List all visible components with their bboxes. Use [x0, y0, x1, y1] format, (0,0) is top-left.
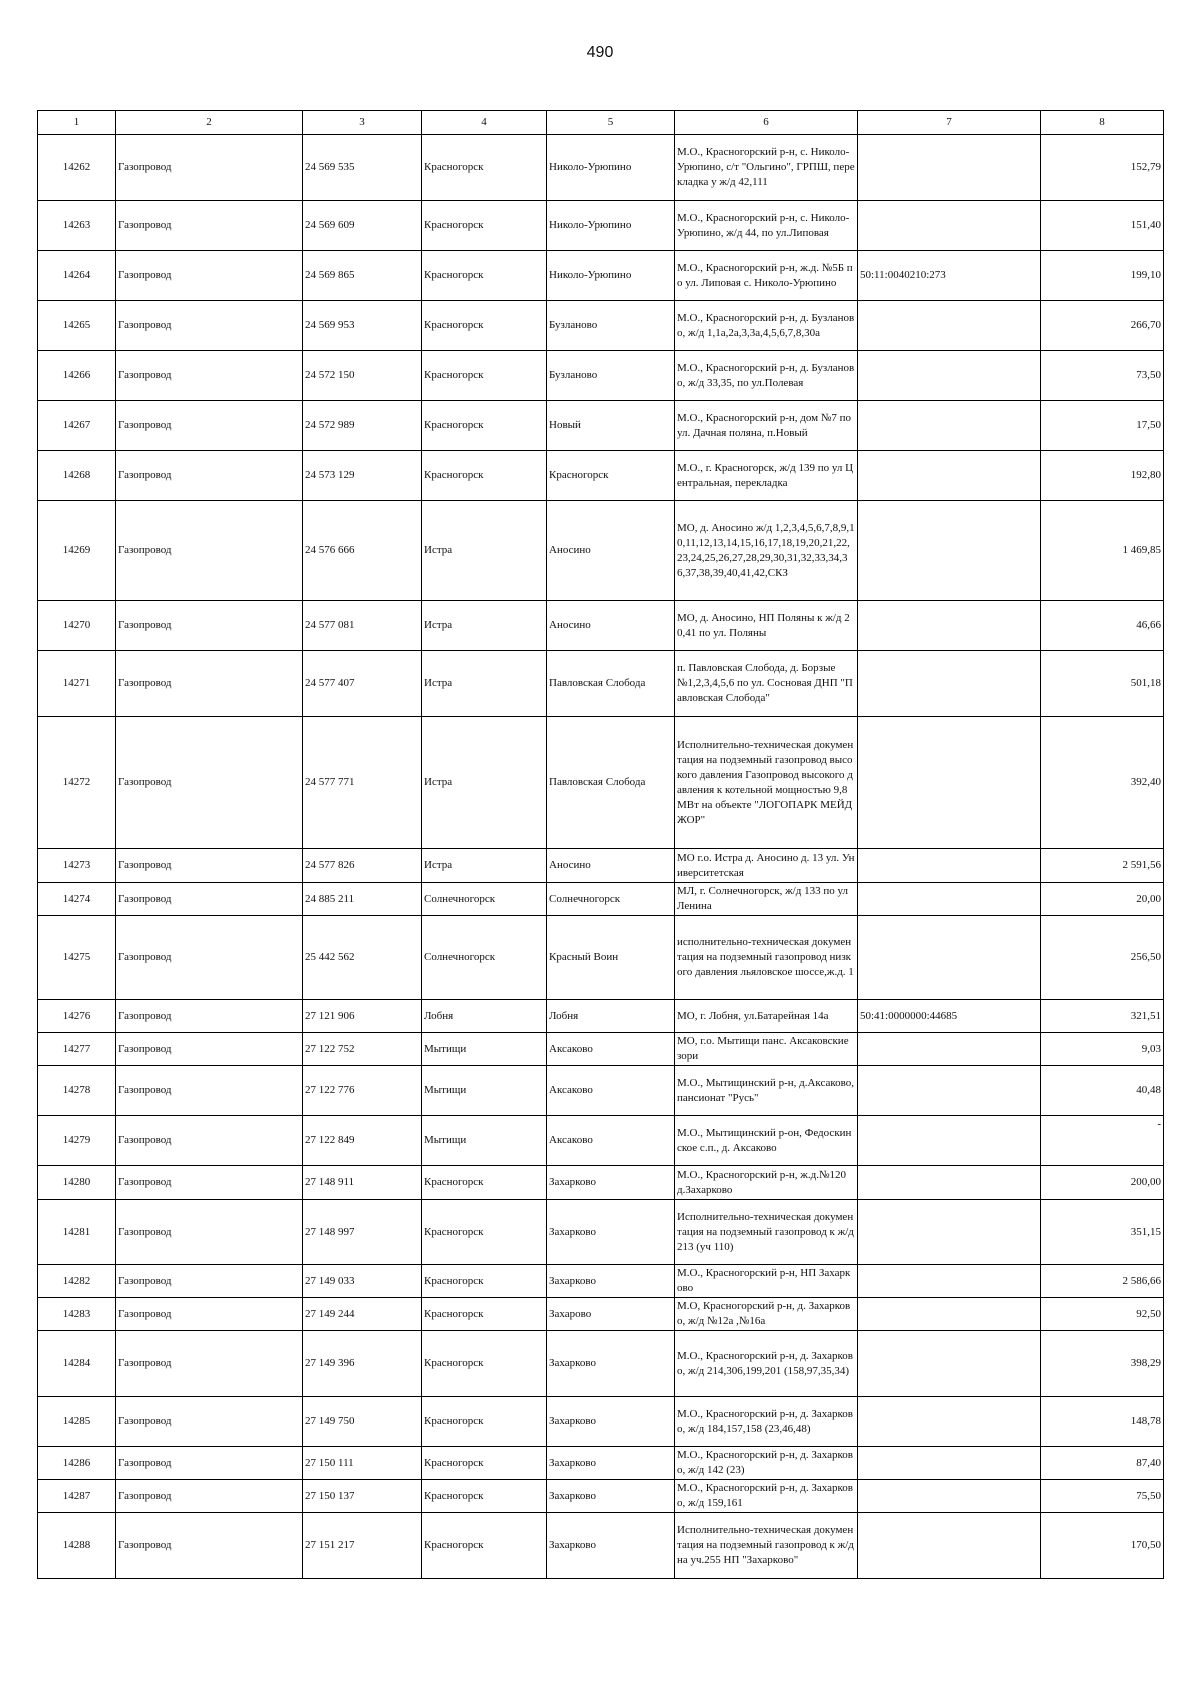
cell-locality: Аносино	[547, 501, 675, 601]
table-row	[38, 1513, 1164, 1579]
table-row	[38, 301, 1164, 351]
table-row	[38, 1066, 1164, 1116]
cell-length: 501,18	[1041, 651, 1164, 717]
cell-length: 75,50	[1041, 1480, 1164, 1513]
cell-district: Истра	[422, 717, 547, 849]
table-row	[38, 1000, 1164, 1033]
cell-address: Исполнительно-техническая документация на подземный газопровод высокого давления Газопровод высокого давления к котельной мощностью 9,8 МВт на объекте "ЛОГОПАРК МЕЙДЖОР"	[675, 717, 858, 849]
cell-inventory-number: 27 148 997	[303, 1200, 422, 1265]
column-header: 2	[116, 111, 303, 135]
cell-object-name: Газопровод	[116, 601, 303, 651]
cell-address: М.О., Красногорский р-н, д. Бузланово, ж/д 33,35, по ул.Полевая	[675, 351, 858, 401]
cell-number: 14278	[38, 1066, 116, 1116]
column-header: 3	[303, 111, 422, 135]
cell-address: Исполнительно-техническая документация на подземный газопровод к ж/д 213 (уч 110)	[675, 1200, 858, 1265]
table-row	[38, 1447, 1164, 1480]
cell-cadastral-number	[858, 1480, 1041, 1513]
cell-cadastral-number	[858, 1200, 1041, 1265]
cell-inventory-number: 24 572 150	[303, 351, 422, 401]
cell-address: М.О., Мытищинский р-н, д.Аксаково,пансионат "Русь"	[675, 1066, 858, 1116]
cell-object-name: Газопровод	[116, 501, 303, 601]
cell-cadastral-number	[858, 1033, 1041, 1066]
cell-locality: Николо-Урюпино	[547, 251, 675, 301]
cell-inventory-number: 24 569 535	[303, 135, 422, 201]
cell-cadastral-number	[858, 1265, 1041, 1298]
cell-object-name: Газопровод	[116, 1298, 303, 1331]
cell-district: Красногорск	[422, 1397, 547, 1447]
cell-address: М.О., Красногорский р-н, НП Захарково	[675, 1265, 858, 1298]
cell-object-name: Газопровод	[116, 849, 303, 883]
cell-number: 14288	[38, 1513, 116, 1579]
cell-object-name: Газопровод	[116, 1000, 303, 1033]
cell-district: Мытищи	[422, 1033, 547, 1066]
cell-object-name: Газопровод	[116, 401, 303, 451]
cell-length: 256,50	[1041, 916, 1164, 1000]
cell-locality: Павловская Слобода	[547, 651, 675, 717]
table-row	[38, 451, 1164, 501]
cell-address: М.О., Красногорский р-н, д. Захарково, ж/д 214,306,199,201 (158,97,35,34)	[675, 1331, 858, 1397]
cell-object-name: Газопровод	[116, 1397, 303, 1447]
cell-locality: Бузланово	[547, 301, 675, 351]
cell-length: 73,50	[1041, 351, 1164, 401]
cell-number: 14276	[38, 1000, 116, 1033]
cell-district: Красногорск	[422, 401, 547, 451]
cell-district: Солнечногорск	[422, 883, 547, 916]
cell-number: 14285	[38, 1397, 116, 1447]
cell-length: 151,40	[1041, 201, 1164, 251]
cell-number: 14271	[38, 651, 116, 717]
cell-address: М.О., Красногорский р-н, ж.д.№120 д.Захарково	[675, 1166, 858, 1200]
cell-district: Истра	[422, 501, 547, 601]
cell-district: Красногорск	[422, 1513, 547, 1579]
cell-district: Красногорск	[422, 135, 547, 201]
table-row	[38, 883, 1164, 916]
cell-number: 14264	[38, 251, 116, 301]
cell-cadastral-number	[858, 201, 1041, 251]
cell-address: МО, д. Аносино ж/д 1,2,3,4,5,6,7,8,9,10,11,12,13,14,15,16,17,18,19,20,21,22,23,24,25,26,27,28,29,30,31,32,33,34,36,37,38,39,40,41,42,СКЗ	[675, 501, 858, 601]
cell-address: исполнительно-техническая документация на подземный газопровод низкого давления льяловское шоссе,ж.д. 1	[675, 916, 858, 1000]
cell-object-name: Газопровод	[116, 1200, 303, 1265]
cell-object-name: Газопровод	[116, 1447, 303, 1480]
cell-district: Истра	[422, 849, 547, 883]
header-row	[38, 111, 1164, 135]
cell-address: М.О., г. Красногорск, ж/д 139 по ул Центральная, перекладка	[675, 451, 858, 501]
cell-district: Красногорск	[422, 1298, 547, 1331]
cell-inventory-number: 24 569 953	[303, 301, 422, 351]
cell-number: 14277	[38, 1033, 116, 1066]
cell-cadastral-number	[858, 1447, 1041, 1480]
cell-number: 14281	[38, 1200, 116, 1265]
cell-number: 14279	[38, 1116, 116, 1166]
cell-object-name: Газопровод	[116, 135, 303, 201]
cell-district: Красногорск	[422, 301, 547, 351]
cell-cadastral-number	[858, 916, 1041, 1000]
cell-district: Красногорск	[422, 1265, 547, 1298]
cell-cadastral-number	[858, 1397, 1041, 1447]
table-row	[38, 1116, 1164, 1166]
cell-length: 200,00	[1041, 1166, 1164, 1200]
cell-inventory-number: 27 151 217	[303, 1513, 422, 1579]
cell-cadastral-number	[858, 717, 1041, 849]
cell-district: Мытищи	[422, 1066, 547, 1116]
cell-number: 14267	[38, 401, 116, 451]
table-row	[38, 1331, 1164, 1397]
table-row	[38, 401, 1164, 451]
cell-number: 14283	[38, 1298, 116, 1331]
cell-number: 14263	[38, 201, 116, 251]
cell-inventory-number: 24 569 865	[303, 251, 422, 301]
cell-number: 14269	[38, 501, 116, 601]
cell-length: 170,50	[1041, 1513, 1164, 1579]
cell-length: 392,40	[1041, 717, 1164, 849]
cell-object-name: Газопровод	[116, 1166, 303, 1200]
cell-locality: Захарково	[547, 1200, 675, 1265]
cell-locality: Николо-Урюпино	[547, 135, 675, 201]
table-row	[38, 351, 1164, 401]
cell-address: МЛ, г. Солнечногорск, ж/д 133 по ул Ленина	[675, 883, 858, 916]
cell-locality: Николо-Урюпино	[547, 201, 675, 251]
cell-inventory-number: 25 442 562	[303, 916, 422, 1000]
cell-number: 14286	[38, 1447, 116, 1480]
cell-object-name: Газопровод	[116, 1480, 303, 1513]
table-row	[38, 1033, 1164, 1066]
cell-length: 192,80	[1041, 451, 1164, 501]
cell-address: М.О., Мытищинский р-он, Федоскинское с.п., д. Аксаково	[675, 1116, 858, 1166]
cell-inventory-number: 27 122 752	[303, 1033, 422, 1066]
cell-locality: Захарково	[547, 1447, 675, 1480]
cell-length: 398,29	[1041, 1331, 1164, 1397]
table-row	[38, 717, 1164, 849]
cell-object-name: Газопровод	[116, 1265, 303, 1298]
cell-locality: Захарово	[547, 1298, 675, 1331]
cell-cadastral-number	[858, 1513, 1041, 1579]
cell-district: Красногорск	[422, 201, 547, 251]
cell-number: 14280	[38, 1166, 116, 1200]
cell-object-name: Газопровод	[116, 451, 303, 501]
cell-locality: Солнечногорск	[547, 883, 675, 916]
cell-inventory-number: 24 885 211	[303, 883, 422, 916]
cell-length: 17,50	[1041, 401, 1164, 451]
cell-inventory-number: 27 148 911	[303, 1166, 422, 1200]
cell-object-name: Газопровод	[116, 883, 303, 916]
cell-inventory-number: 27 150 137	[303, 1480, 422, 1513]
cell-object-name: Газопровод	[116, 1116, 303, 1166]
cell-length: 2 591,56	[1041, 849, 1164, 883]
cell-number: 14282	[38, 1265, 116, 1298]
cell-address: М.О., Красногорский р-н, д. Захарково, ж/д 159,161	[675, 1480, 858, 1513]
cell-locality: Захарково	[547, 1331, 675, 1397]
cell-number: 14266	[38, 351, 116, 401]
cell-object-name: Газопровод	[116, 651, 303, 717]
cell-locality: Захарково	[547, 1166, 675, 1200]
cell-district: Солнечногорск	[422, 916, 547, 1000]
cell-locality: Захарково	[547, 1265, 675, 1298]
cell-district: Истра	[422, 651, 547, 717]
cell-cadastral-number	[858, 601, 1041, 651]
cell-number: 14272	[38, 717, 116, 849]
cell-length: 266,70	[1041, 301, 1164, 351]
table-row	[38, 1265, 1164, 1298]
cell-number: 14287	[38, 1480, 116, 1513]
cell-number: 14262	[38, 135, 116, 201]
cell-number: 14284	[38, 1331, 116, 1397]
cell-length: 2 586,66	[1041, 1265, 1164, 1298]
cell-cadastral-number	[858, 301, 1041, 351]
cell-length: 351,15	[1041, 1200, 1164, 1265]
table-row	[38, 501, 1164, 601]
cell-object-name: Газопровод	[116, 201, 303, 251]
page-number: 490	[586, 44, 614, 61]
cell-address: МО г.о. Истра д. Аносино д. 13 ул. Университетская	[675, 849, 858, 883]
cell-cadastral-number	[858, 1166, 1041, 1200]
table-row	[38, 1298, 1164, 1331]
cell-inventory-number: 24 577 081	[303, 601, 422, 651]
table-body	[38, 135, 1164, 1579]
cell-address: п. Павловская Слобода, д. Борзые №1,2,3,4,5,6 по ул. Сосновая ДНП "Павловская Слобода"	[675, 651, 858, 717]
cell-district: Красногорск	[422, 251, 547, 301]
cell-cadastral-number	[858, 501, 1041, 601]
table-row	[38, 1200, 1164, 1265]
cell-length: 152,79	[1041, 135, 1164, 201]
cell-length: 148,78	[1041, 1397, 1164, 1447]
cell-district: Красногорск	[422, 1331, 547, 1397]
column-header: 8	[1041, 111, 1164, 135]
table-row	[38, 1480, 1164, 1513]
cell-address: Исполнительно-техническая документация на подземный газопровод к ж/д на уч.255 НП "Захарково"	[675, 1513, 858, 1579]
cell-length: 321,51	[1041, 1000, 1164, 1033]
table-row	[38, 251, 1164, 301]
cell-object-name: Газопровод	[116, 1331, 303, 1397]
cell-object-name: Газопровод	[116, 717, 303, 849]
cell-address: М.О., Красногорский р-н, с. Николо-Урюпино, ж/д 44, по ул.Липовая	[675, 201, 858, 251]
table-row	[38, 1166, 1164, 1200]
table-row	[38, 135, 1164, 201]
cell-district: Мытищи	[422, 1116, 547, 1166]
cell-number: 14274	[38, 883, 116, 916]
cell-inventory-number: 24 577 826	[303, 849, 422, 883]
cell-address: М.О., Красногорский р-н, ж.д. №5Б по ул. Липовая с. Николо-Урюпино	[675, 251, 858, 301]
column-header: 1	[38, 111, 116, 135]
cell-cadastral-number	[858, 849, 1041, 883]
cell-district: Красногорск	[422, 1480, 547, 1513]
cell-district: Лобня	[422, 1000, 547, 1033]
table-row	[38, 201, 1164, 251]
cell-locality: Захарково	[547, 1513, 675, 1579]
cell-object-name: Газопровод	[116, 1066, 303, 1116]
cell-cadastral-number: 50:41:0000000:44685	[858, 1000, 1041, 1033]
cell-locality: Лобня	[547, 1000, 675, 1033]
cell-object-name: Газопровод	[116, 251, 303, 301]
cell-length: 20,00	[1041, 883, 1164, 916]
cell-locality: Захарково	[547, 1397, 675, 1447]
cell-cadastral-number	[858, 1298, 1041, 1331]
cell-address: М.О, Красногорский р-н, д. Захарково, ж/д №12а ,№16а	[675, 1298, 858, 1331]
cell-cadastral-number	[858, 401, 1041, 451]
cell-inventory-number: 24 576 666	[303, 501, 422, 601]
cell-address: М.О., Красногорский р-н, дом №7 по ул. Дачная поляна, п.Новый	[675, 401, 858, 451]
cell-cadastral-number	[858, 883, 1041, 916]
column-header: 5	[547, 111, 675, 135]
cell-inventory-number: 27 122 776	[303, 1066, 422, 1116]
cell-inventory-number: 27 122 849	[303, 1116, 422, 1166]
cell-locality: Павловская Слобода	[547, 717, 675, 849]
cell-length: 46,66	[1041, 601, 1164, 651]
column-header: 4	[422, 111, 547, 135]
cell-number: 14265	[38, 301, 116, 351]
cell-inventory-number: 27 149 033	[303, 1265, 422, 1298]
cell-address: МО, г.о. Мытищи панс. Аксаковские зори	[675, 1033, 858, 1066]
cell-length: 9,03	[1041, 1033, 1164, 1066]
table-row	[38, 1397, 1164, 1447]
cell-length: 87,40	[1041, 1447, 1164, 1480]
cell-district: Красногорск	[422, 1166, 547, 1200]
cell-locality: Аксаково	[547, 1033, 675, 1066]
cell-inventory-number: 27 149 244	[303, 1298, 422, 1331]
cell-object-name: Газопровод	[116, 1513, 303, 1579]
cell-district: Красногорск	[422, 1200, 547, 1265]
cell-address: М.О., Красногорский р-н, д. Захарково, ж/д 184,157,158 (23,46,48)	[675, 1397, 858, 1447]
cell-cadastral-number: 50:11:0040210:273	[858, 251, 1041, 301]
cell-inventory-number: 24 569 609	[303, 201, 422, 251]
cell-locality: Аносино	[547, 601, 675, 651]
cell-cadastral-number	[858, 651, 1041, 717]
cell-object-name: Газопровод	[116, 1033, 303, 1066]
cell-district: Красногорск	[422, 351, 547, 401]
table-row	[38, 849, 1164, 883]
cell-inventory-number: 27 149 396	[303, 1331, 422, 1397]
table-row	[38, 651, 1164, 717]
cell-district: Красногорск	[422, 451, 547, 501]
table-row	[38, 916, 1164, 1000]
cell-locality: Аксаково	[547, 1066, 675, 1116]
cell-locality: Новый	[547, 401, 675, 451]
cell-locality: Красный Воин	[547, 916, 675, 1000]
cell-number: 14268	[38, 451, 116, 501]
cell-cadastral-number	[858, 351, 1041, 401]
cell-object-name: Газопровод	[116, 351, 303, 401]
cell-district: Красногорск	[422, 1447, 547, 1480]
cell-address: М.О., Красногорский р-н, с. Николо-Урюпино, с/т "Ольгино", ГРПШ, перекладка у ж/д 42,111	[675, 135, 858, 201]
cell-locality: Красногорск	[547, 451, 675, 501]
cell-inventory-number: 24 573 129	[303, 451, 422, 501]
cell-locality: Аксаково	[547, 1116, 675, 1166]
cell-number: 14270	[38, 601, 116, 651]
cell-inventory-number: 27 149 750	[303, 1397, 422, 1447]
cell-inventory-number: 24 572 989	[303, 401, 422, 451]
cell-length: 40,48	[1041, 1066, 1164, 1116]
cell-cadastral-number	[858, 135, 1041, 201]
cell-inventory-number: 27 121 906	[303, 1000, 422, 1033]
cell-cadastral-number	[858, 1116, 1041, 1166]
cell-locality: Захарково	[547, 1480, 675, 1513]
cell-length: 92,50	[1041, 1298, 1164, 1331]
cell-length: -	[1041, 1116, 1164, 1166]
table-row	[38, 601, 1164, 651]
cell-inventory-number: 24 577 407	[303, 651, 422, 717]
cell-address: М.О., Красногорский р-н, д. Захарково, ж/д 142 (23)	[675, 1447, 858, 1480]
registry-table	[37, 110, 1164, 1579]
cell-length: 1 469,85	[1041, 501, 1164, 601]
cell-inventory-number: 24 577 771	[303, 717, 422, 849]
cell-locality: Бузланово	[547, 351, 675, 401]
cell-address: МО, д. Аносино, НП Поляны к ж/д 20,41 по ул. Поляны	[675, 601, 858, 651]
cell-number: 14273	[38, 849, 116, 883]
cell-address: МО, г. Лобня, ул.Батарейная 14а	[675, 1000, 858, 1033]
cell-inventory-number: 27 150 111	[303, 1447, 422, 1480]
cell-district: Истра	[422, 601, 547, 651]
column-header: 6	[675, 111, 858, 135]
cell-length: 199,10	[1041, 251, 1164, 301]
cell-cadastral-number	[858, 1331, 1041, 1397]
cell-number: 14275	[38, 916, 116, 1000]
cell-object-name: Газопровод	[116, 916, 303, 1000]
cell-object-name: Газопровод	[116, 301, 303, 351]
cell-cadastral-number	[858, 451, 1041, 501]
cell-cadastral-number	[858, 1066, 1041, 1116]
cell-locality: Аносино	[547, 849, 675, 883]
column-header: 7	[858, 111, 1041, 135]
cell-address: М.О., Красногорский р-н, д. Бузланово, ж/д 1,1а,2а,3,3а,4,5,6,7,8,30а	[675, 301, 858, 351]
